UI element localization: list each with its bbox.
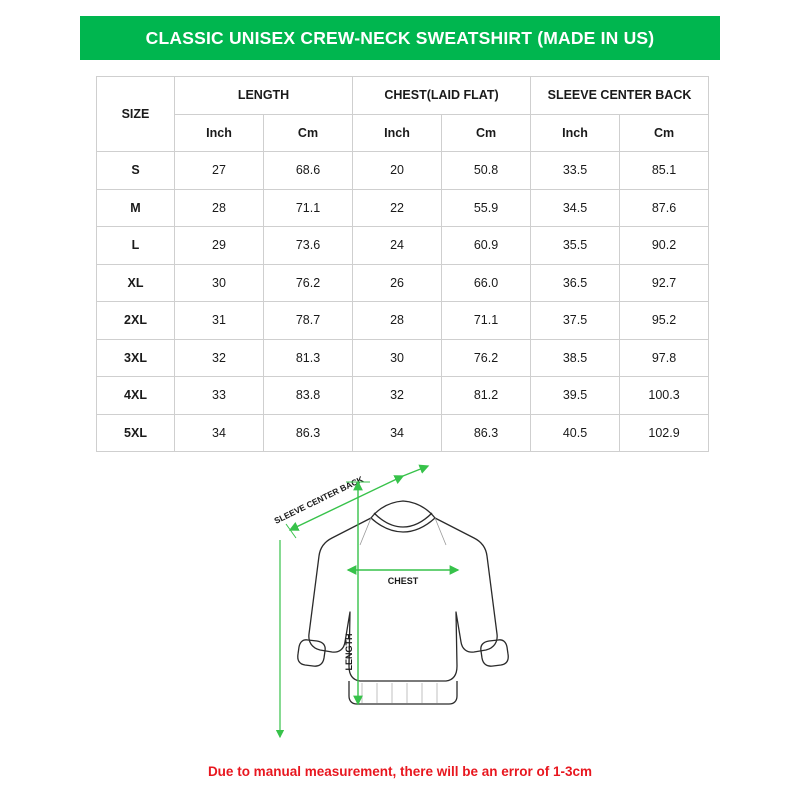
- cell-chest-inch: 30: [353, 339, 442, 377]
- cell-size: L: [97, 227, 175, 265]
- header-length: LENGTH: [175, 77, 353, 115]
- cell-chest-inch: 26: [353, 264, 442, 302]
- sweatshirt-measurement-diagram: [238, 452, 568, 752]
- cell-chest-inch: 32: [353, 377, 442, 415]
- unit-length-inch: Inch: [175, 114, 264, 152]
- unit-sleeve-cm: Cm: [620, 114, 709, 152]
- table-row: [97, 227, 709, 265]
- cell-length-inch: 33: [175, 377, 264, 415]
- cell-size: 4XL: [97, 377, 175, 415]
- cell-chest-inch: 34: [353, 414, 442, 452]
- cell-length-cm: 71.1: [264, 189, 353, 227]
- cell-chest-cm: 55.9: [442, 189, 531, 227]
- unit-length-cm: Cm: [264, 114, 353, 152]
- cell-chest-cm: 66.0: [442, 264, 531, 302]
- table-row: [97, 189, 709, 227]
- cell-sleeve-cm: 90.2: [620, 227, 709, 265]
- cell-sleeve-cm: 97.8: [620, 339, 709, 377]
- cell-length-cm: 86.3: [264, 414, 353, 452]
- table-row: [97, 339, 709, 377]
- length-label: LENGTH: [344, 633, 354, 671]
- header-chest: CHEST(LAID FLAT): [353, 77, 531, 115]
- cell-sleeve-inch: 34.5: [531, 189, 620, 227]
- cell-length-cm: 83.8: [264, 377, 353, 415]
- chest-label: CHEST: [387, 576, 419, 586]
- cell-length-cm: 73.6: [264, 227, 353, 265]
- cell-sleeve-cm: 92.7: [620, 264, 709, 302]
- cell-length-inch: 31: [175, 302, 264, 340]
- cell-sleeve-inch: 39.5: [531, 377, 620, 415]
- table-row: [97, 414, 709, 452]
- cell-sleeve-cm: 100.3: [620, 377, 709, 415]
- cell-sleeve-cm: 95.2: [620, 302, 709, 340]
- cell-length-inch: 27: [175, 152, 264, 190]
- page-title: CLASSIC UNISEX CREW-NECK SWEATSHIRT (MADE IN US): [145, 27, 655, 48]
- title-banner: [80, 16, 720, 60]
- cell-chest-cm: 86.3: [442, 414, 531, 452]
- unit-sleeve-inch: Inch: [531, 114, 620, 152]
- unit-chest-inch: Inch: [353, 114, 442, 152]
- cell-sleeve-inch: 36.5: [531, 264, 620, 302]
- cell-size: 2XL: [97, 302, 175, 340]
- sleeve-label: SLEEVE CENTER BACK: [272, 473, 365, 526]
- cell-chest-inch: 24: [353, 227, 442, 265]
- cell-length-inch: 32: [175, 339, 264, 377]
- cell-length-cm: 78.7: [264, 302, 353, 340]
- cell-chest-inch: 28: [353, 302, 442, 340]
- cell-sleeve-inch: 33.5: [531, 152, 620, 190]
- cell-chest-cm: 60.9: [442, 227, 531, 265]
- table-group-header-row: [97, 77, 709, 115]
- cell-length-inch: 29: [175, 227, 264, 265]
- cell-chest-cm: 76.2: [442, 339, 531, 377]
- cell-chest-cm: 71.1: [442, 302, 531, 340]
- cell-chest-cm: 81.2: [442, 377, 531, 415]
- cell-chest-cm: 50.8: [442, 152, 531, 190]
- cell-length-cm: 68.6: [264, 152, 353, 190]
- cell-length-inch: 34: [175, 414, 264, 452]
- cell-sleeve-cm: 85.1: [620, 152, 709, 190]
- cell-size: 3XL: [97, 339, 175, 377]
- table-row: [97, 377, 709, 415]
- cell-length-inch: 28: [175, 189, 264, 227]
- cell-size: M: [97, 189, 175, 227]
- cell-length-cm: 81.3: [264, 339, 353, 377]
- size-table: [96, 76, 709, 452]
- cell-sleeve-inch: 38.5: [531, 339, 620, 377]
- cell-size: XL: [97, 264, 175, 302]
- cell-sleeve-inch: 35.5: [531, 227, 620, 265]
- cell-size: S: [97, 152, 175, 190]
- cell-sleeve-inch: 37.5: [531, 302, 620, 340]
- table-row: [97, 264, 709, 302]
- cell-length-inch: 30: [175, 264, 264, 302]
- cell-chest-inch: 20: [353, 152, 442, 190]
- cell-chest-inch: 22: [353, 189, 442, 227]
- table-row: [97, 302, 709, 340]
- measurement-note: Due to manual measurement, there will be an error of 1-3cm: [207, 764, 593, 779]
- cell-sleeve-cm: 102.9: [620, 414, 709, 452]
- sweatshirt-outline: [298, 501, 508, 704]
- cell-size: 5XL: [97, 414, 175, 452]
- unit-chest-cm: Cm: [442, 114, 531, 152]
- header-size: SIZE: [97, 77, 175, 152]
- table-unit-row: [97, 114, 709, 152]
- header-sleeve: SLEEVE CENTER BACK: [531, 77, 709, 115]
- cell-sleeve-inch: 40.5: [531, 414, 620, 452]
- cell-length-cm: 76.2: [264, 264, 353, 302]
- cell-sleeve-cm: 87.6: [620, 189, 709, 227]
- table-row: [97, 152, 709, 190]
